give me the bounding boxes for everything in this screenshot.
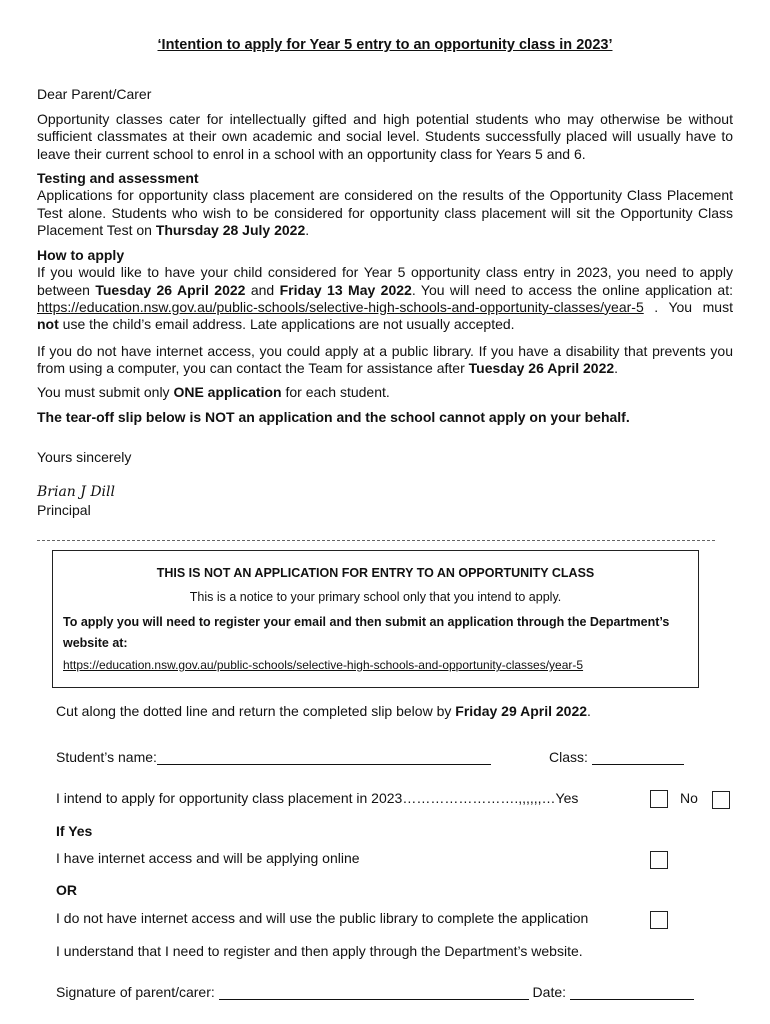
understand-text: I understand that I need to register and then apply through the Department’s website.: [56, 943, 583, 959]
student-name-label: Student’s name:: [56, 749, 157, 765]
signatory-role: Principal: [37, 502, 91, 518]
notice-link[interactable]: https://education.nsw.gov.au/public-schools/selective-high-schools-and-opportunity-classes/year-5: [63, 658, 584, 672]
testing-text-end: .: [305, 221, 310, 238]
not-emphasis: not: [37, 316, 59, 333]
internet-paragraph: [37, 343, 733, 378]
test-date: Thursday 28 July 2022: [155, 221, 306, 238]
apply-text-1: If you would like to have your child considered for Year 5 opportunity class entry in 2023, you need to apply between: [37, 264, 733, 298]
submit-text-1: You must submit only: [37, 384, 174, 400]
testing-text: [37, 187, 733, 239]
apply-text-2: and: [245, 281, 280, 298]
how-to-apply-section: [37, 247, 733, 333]
submit-paragraph: [37, 384, 733, 401]
date-label: Date:: [532, 984, 567, 1000]
library-checkbox[interactable]: [650, 911, 668, 929]
notice-box: [52, 550, 699, 688]
apply-text-3: . You will need to access the online application at:: [411, 281, 733, 298]
cut-instruction: [56, 703, 591, 719]
signatory: [37, 502, 733, 519]
apply-open-date: Tuesday 26 April 2022: [95, 281, 246, 298]
intro-paragraph: [37, 111, 733, 163]
online-checkbox[interactable]: [650, 851, 668, 869]
class-row: [549, 749, 684, 765]
notice-heading: THIS IS NOT AN APPLICATION FOR ENTRY TO AN OPPORTUNITY CLASS: [156, 566, 595, 580]
principal-signature: Brian J Dill: [37, 484, 115, 500]
intend-text: I intend to apply for opportunity class placement in 2023…………………….,,,,,,…Yes: [56, 790, 579, 806]
if-yes-heading: If Yes: [56, 823, 93, 839]
apply-text-4: . You must: [643, 298, 733, 315]
testing-section: [37, 170, 733, 239]
closing: [37, 449, 733, 466]
dotted-cut-line: [37, 540, 715, 541]
how-to-apply-text: [37, 264, 733, 333]
signature-row: [56, 984, 694, 1000]
intro-text: Opportunity classes cater for intellectually gifted and high potential students who may otherwise be without sufficient classmates at their own academic and social level. Students successfully placed will usually have to leave their current school to enrol in a school with an opportunity class for Years 5 and 6.: [37, 111, 733, 162]
page-title: ‘Intention to apply for Year 5 entry to an opportunity class in 2023’: [157, 37, 613, 53]
no-checkbox[interactable]: [712, 791, 730, 809]
how-to-apply-heading: How to apply: [37, 247, 125, 263]
salutation: [37, 86, 733, 103]
no-label: No: [680, 790, 698, 806]
tear-off-warning: [37, 409, 733, 426]
testing-heading: Testing and assessment: [37, 170, 199, 186]
return-date: Friday 29 April 2022: [455, 703, 588, 719]
submit-text-2: for each student.: [281, 384, 390, 400]
notice-subtext: This is a notice to your primary school only that you intend to apply.: [189, 590, 562, 604]
application-link[interactable]: https://education.nsw.gov.au/public-schools/selective-high-schools-and-opportunity-classes/year-5: [37, 298, 644, 315]
class-field[interactable]: [592, 749, 684, 765]
cut-text-end: .: [587, 703, 591, 719]
class-label: Class:: [549, 749, 588, 765]
tear-off-warning-text: The tear-off slip below is NOT an application and the school cannot apply on your behalf.: [37, 409, 630, 425]
internet-text: If you do not have internet access, you could apply at a public library. If you have a disability that prevents you from using a computer, you can contact the Team for assistance after: [37, 343, 733, 377]
salutation-text: Dear Parent/Carer: [37, 86, 152, 102]
one-application-emphasis: ONE application: [173, 384, 282, 400]
option-library-text: I do not have internet access and will use the public library to complete the application: [56, 910, 589, 926]
student-name-field[interactable]: [157, 749, 491, 765]
signature-label: Signature of parent/carer:: [56, 984, 215, 1000]
yes-checkbox[interactable]: [650, 790, 668, 808]
cut-text: Cut along the dotted line and return the completed slip below by: [56, 703, 456, 719]
date-field[interactable]: [570, 984, 694, 1000]
testing-text-body: Applications for opportunity class placement are considered on the results of the Opportunity Class Placement Test alone. Students who wish to be considered for opportunity class placement will sit the Opportunity Class Placement Test on: [37, 187, 733, 238]
assistance-date: Tuesday 26 April 2022: [468, 360, 615, 377]
internet-text-end: .: [614, 360, 619, 377]
student-name-row: [56, 749, 491, 765]
closing-text: Yours sincerely: [37, 449, 132, 465]
option-online-text: I have internet access and will be applying online: [56, 850, 360, 866]
signature-field[interactable]: [219, 984, 529, 1000]
apply-text-5: use the child’s email address. Late applications are not usually accepted.: [58, 316, 515, 333]
apply-close-date: Friday 13 May 2022: [279, 281, 412, 298]
notice-instruction: To apply you will need to register your email and then submit an application through the Department’s website at:: [63, 615, 670, 650]
or-label: OR: [56, 882, 77, 898]
